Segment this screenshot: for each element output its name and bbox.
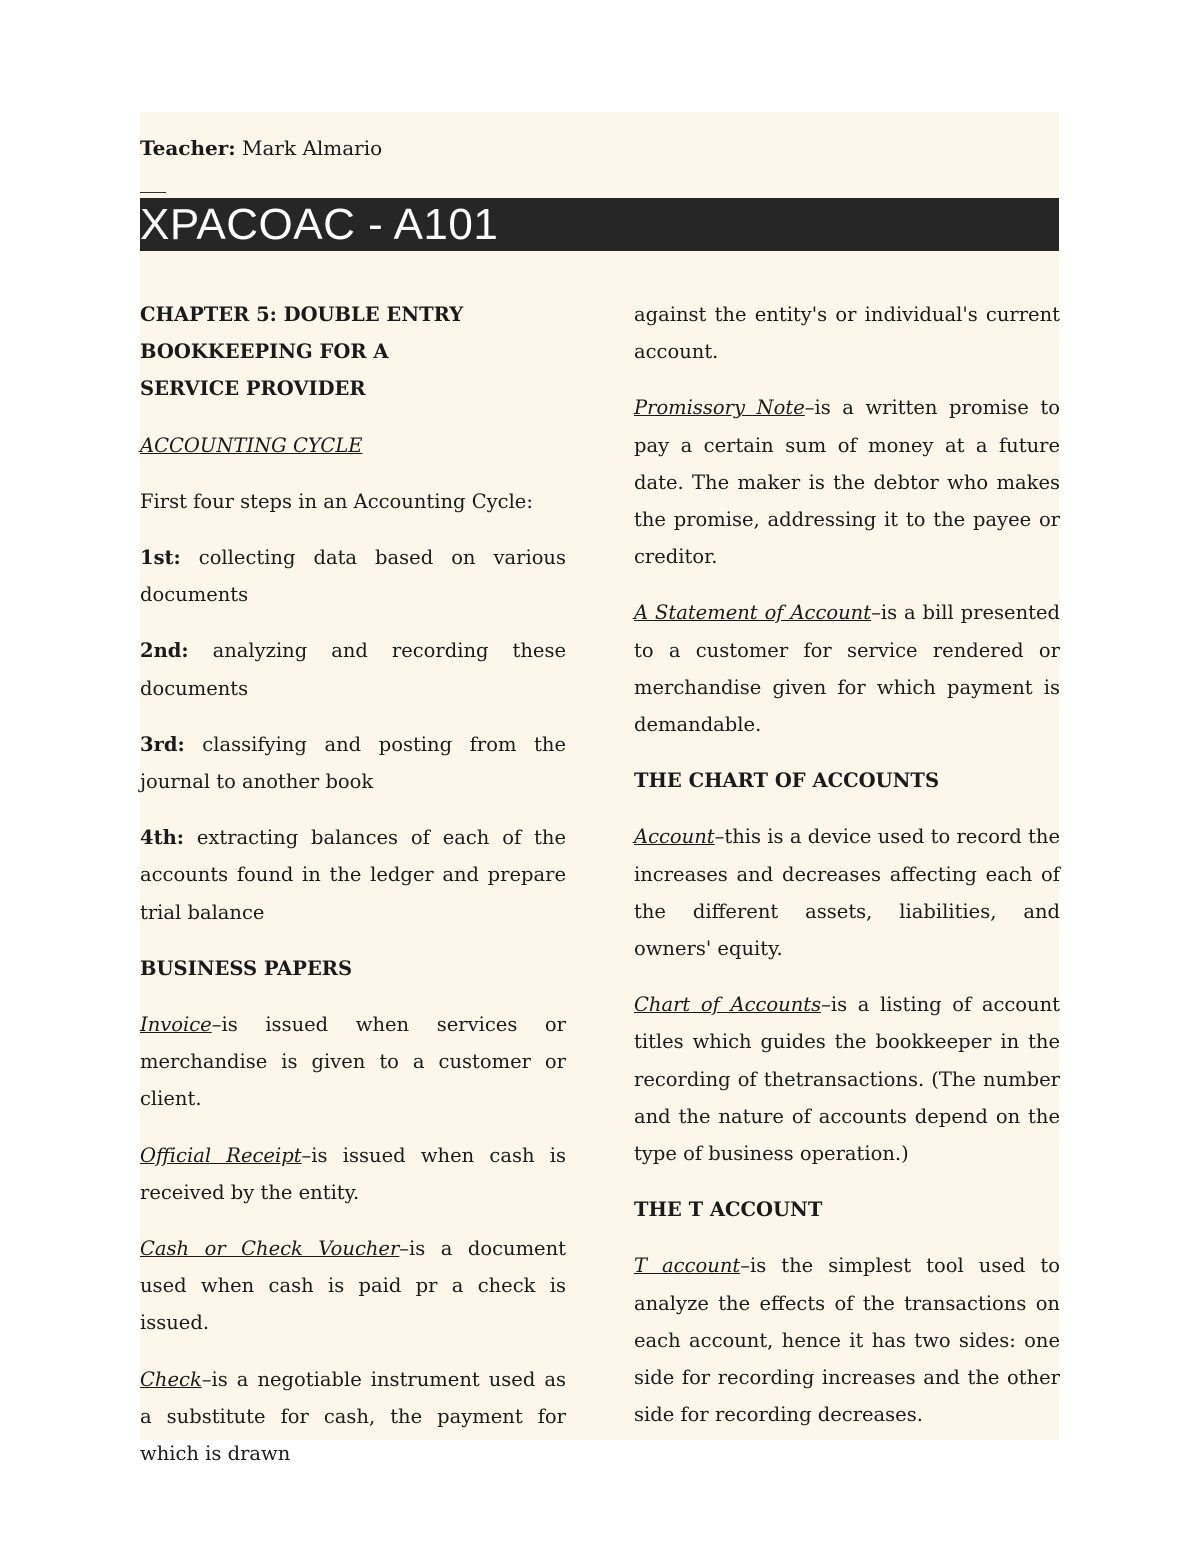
step-item: 2nd: analyzing and recording these documents xyxy=(140,639,566,700)
divider xyxy=(140,192,166,193)
course-title: XPACOAC - A101 xyxy=(140,198,1059,251)
definition-item: T account–is the simplest tool used to analyze the effects of the transactions on each account, hence it has two sides: one side for recording increases and the other side for recording decreases. xyxy=(634,1254,1060,1427)
definition-item: Account–this is a device used to record the increases and decreases affecting each of the different assets, liabilities, and owners' equity. xyxy=(634,825,1060,961)
definition-item: Invoice–is issued when services or merchandise is given to a customer or client. xyxy=(140,1013,566,1111)
cycle-intro: First four steps in an Accounting Cycle: xyxy=(140,489,533,513)
chapter-title: CHAPTER 5: DOUBLE ENTRY BOOKKEEPING FOR A SERVICE PROVIDER xyxy=(140,303,464,401)
continuation-text: against the entity's or individual's current account. xyxy=(634,303,1060,364)
step-item: 4th: extracting balances of each of the accounts found in the ledger and prepare trial balance xyxy=(140,826,566,924)
teacher-line xyxy=(140,133,382,163)
step-item: 1st: collecting data based on various documents xyxy=(140,546,566,607)
step-item: 3rd: classifying and posting from the journal to another book xyxy=(140,732,566,794)
accounting-cycle-heading: ACCOUNTING CYCLE xyxy=(140,433,363,457)
definition-item: Official Receipt–is issued when cash is received by the entity. xyxy=(140,1143,566,1204)
definition-item: A Statement of Account–is a bill presented to a customer for service rendered or merchandise given for which payment is demandable. xyxy=(634,601,1060,737)
chart-of-accounts-heading: THE CHART OF ACCOUNTS xyxy=(634,769,940,793)
definition-item: Chart of Accounts–is a listing of account titles which guides the bookkeeper in the recording of thetransactions. (The number and the nature of accounts depend on the type of business operation.) xyxy=(634,993,1060,1166)
definition-item: Promissory Note–is a written promise to pay a certain sum of money at a future date. The maker is the debtor who makes the promise, addressing it to the payee or creditor. xyxy=(634,396,1060,569)
right-column xyxy=(634,296,1060,1452)
teacher-label: Teacher: xyxy=(140,136,236,160)
left-column xyxy=(140,296,566,1491)
teacher-name: Mark Almario xyxy=(242,136,383,160)
definition-item: Cash or Check Voucher–is a document used when cash is paid pr a check is issued. xyxy=(140,1237,566,1335)
t-account-heading: THE T ACCOUNT xyxy=(634,1198,823,1222)
business-papers-heading: BUSINESS PAPERS xyxy=(140,956,353,980)
definition-item: Check–is a negotiable instrument used as a substitute for cash, the payment for which is drawn xyxy=(140,1367,566,1466)
